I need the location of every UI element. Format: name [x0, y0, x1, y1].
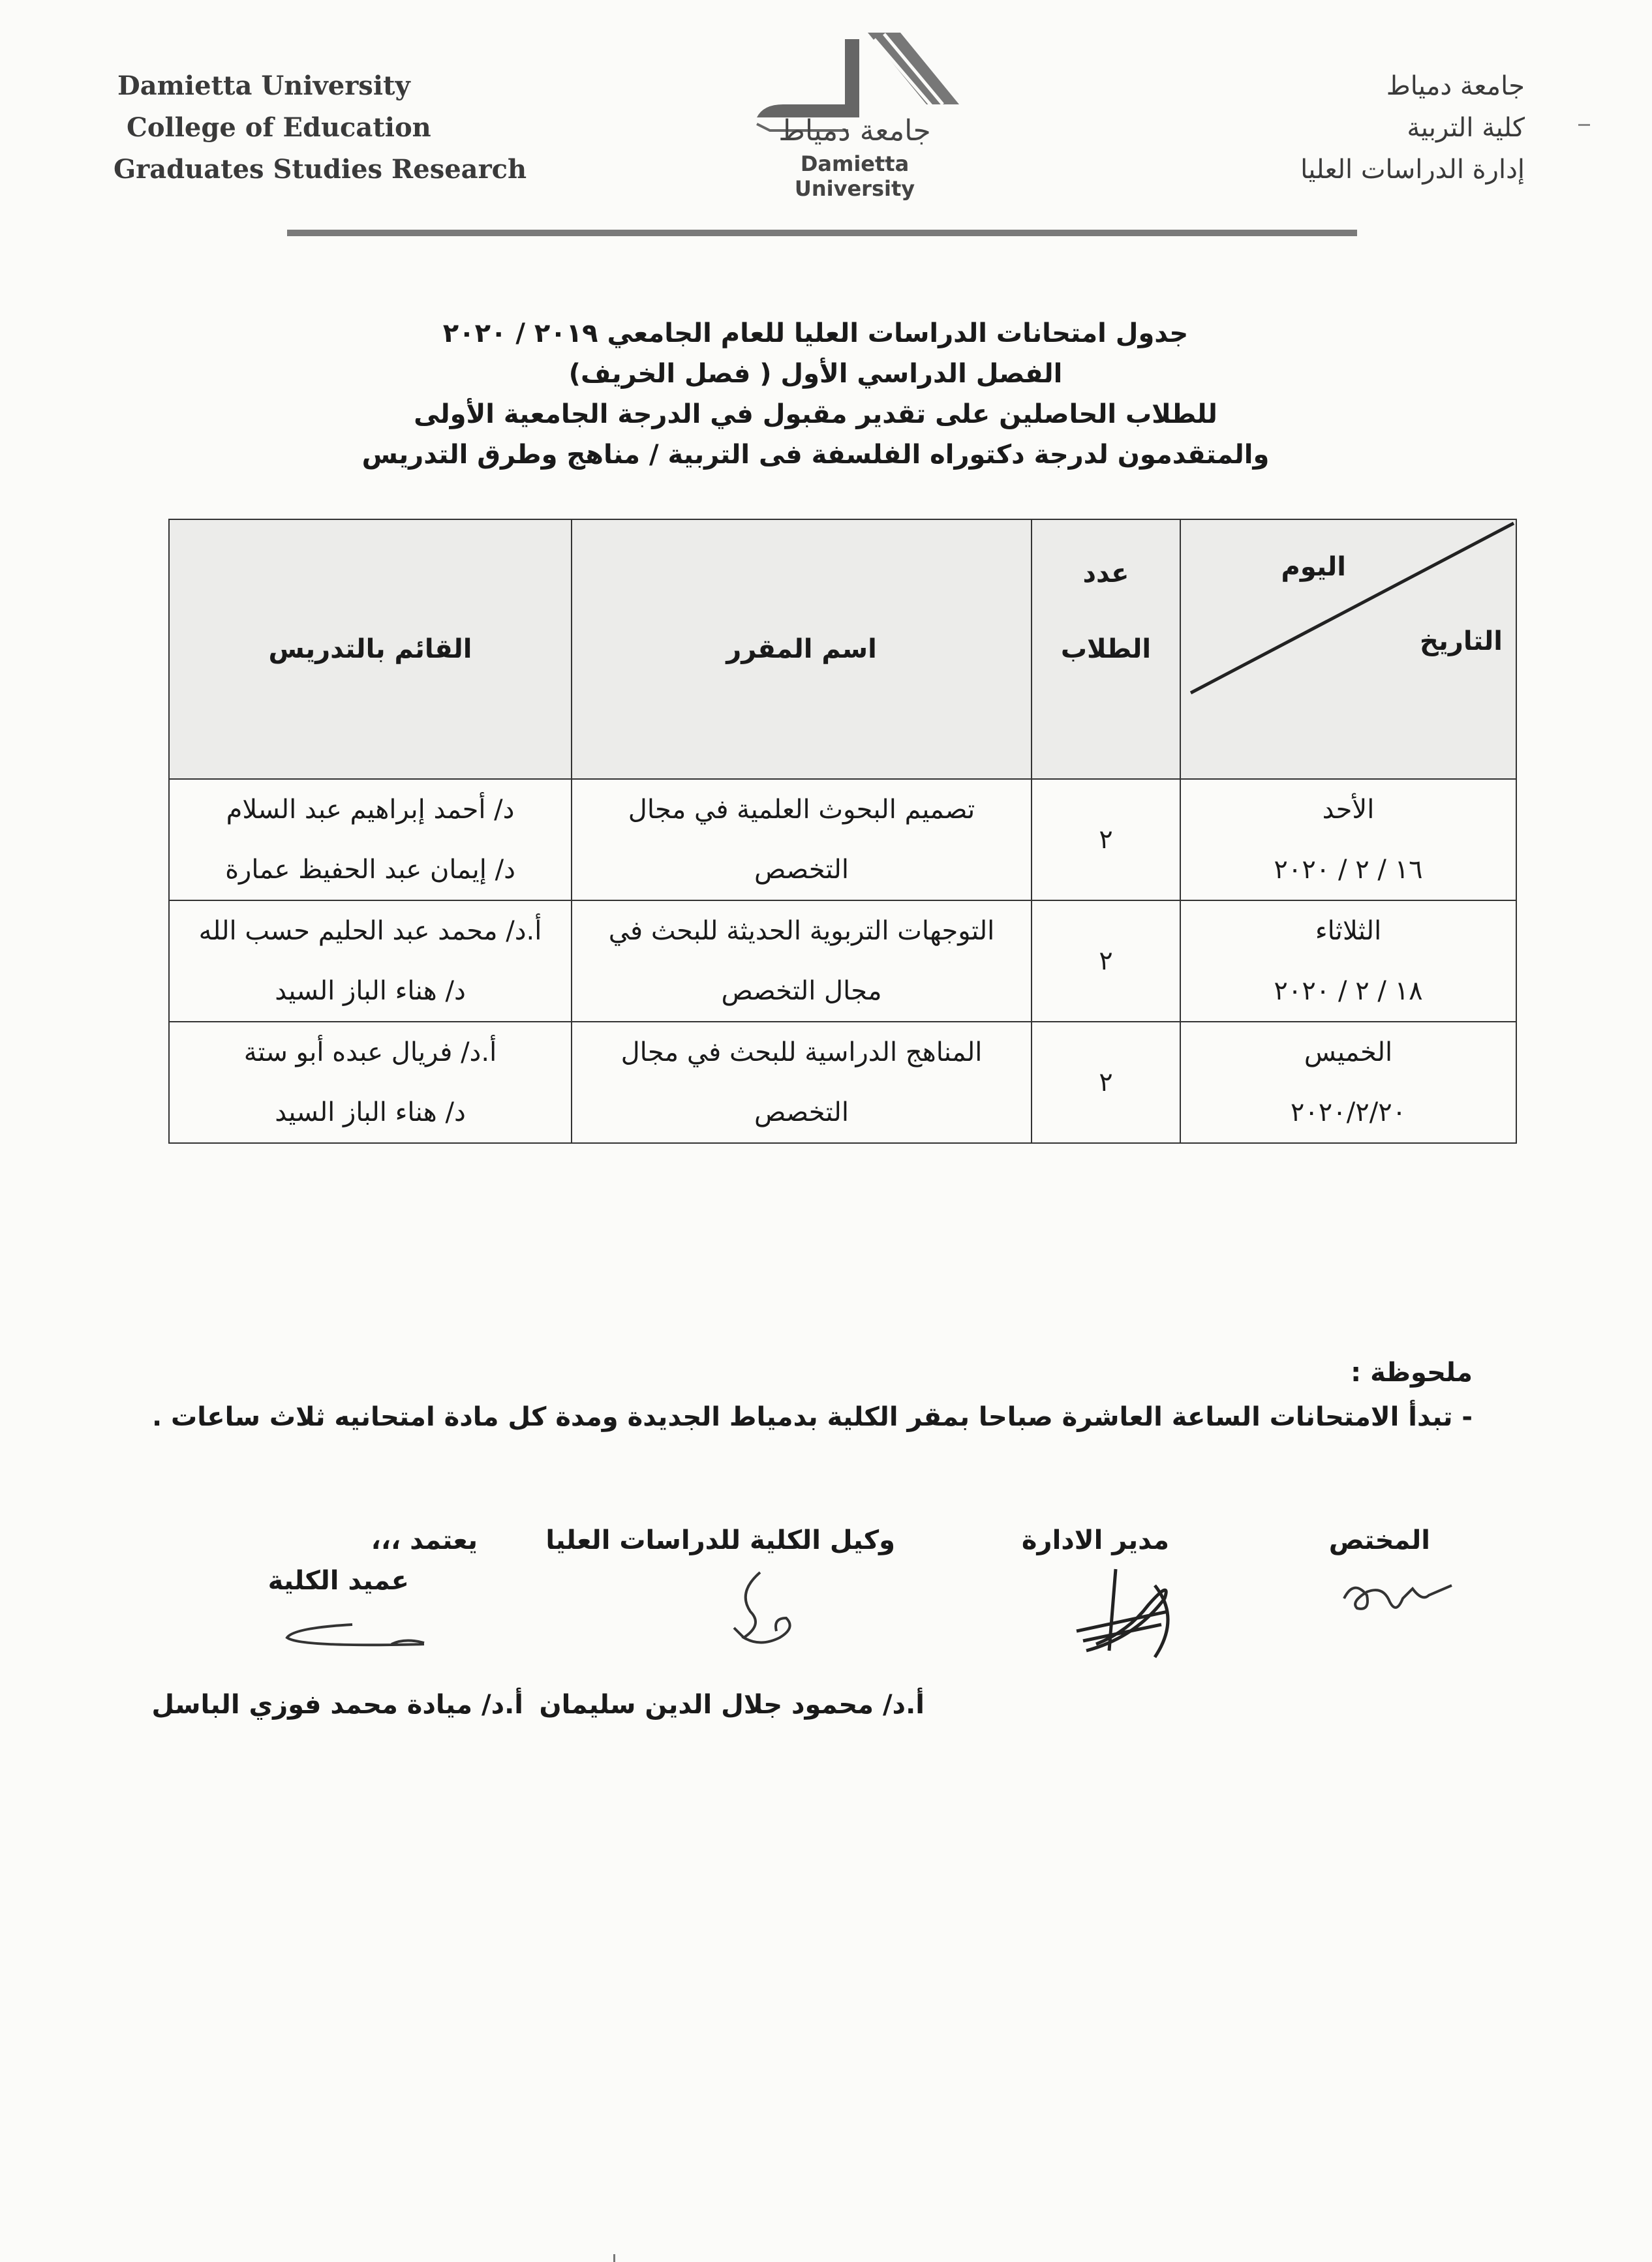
- day-value: الخميس: [1304, 1037, 1393, 1067]
- course-cell: [572, 900, 1032, 1022]
- specialist-signature-icon: [1331, 1566, 1461, 1625]
- course-header: اسم المقرر: [572, 519, 1032, 779]
- college-name-ar: كلية التربية: [1407, 113, 1525, 143]
- instructor-header: القائم بالتدريس: [169, 519, 572, 779]
- dean-approve: يعتمد ،،،: [371, 1525, 478, 1555]
- table-row: [169, 779, 1516, 900]
- count-cell: ٢: [1032, 1022, 1180, 1143]
- instructor-line1: أ.د/ فريال عبده أبو ستة: [243, 1037, 497, 1067]
- title-line-1: جدول امتحانات الدراسات العليا للعام الجامعي ٢٠١٩ / ٢٠٢٠: [442, 318, 1189, 348]
- title-line-3: للطلاب الحاصلين على تقدير مقبول في الدرجة الجامعية الأولى: [414, 399, 1217, 429]
- table-header-row: [169, 519, 1516, 779]
- course-line1: التوجهات التربوية الحديثة للبحث في: [608, 916, 995, 946]
- college-name-en: College of Education: [127, 112, 431, 143]
- scan-edge-mark: [613, 2254, 615, 2262]
- course-line2: مجال التخصص: [721, 976, 882, 1006]
- day-date-header: [1180, 519, 1516, 779]
- count-cell: ٢: [1032, 779, 1180, 900]
- count-header-line1: عدد: [1082, 558, 1129, 588]
- course-line2: التخصص: [754, 855, 849, 885]
- margin-mark: [1578, 124, 1590, 126]
- university-name-en: Damietta University: [117, 70, 410, 101]
- date-value: ١٦ / ٢ / ٢٠٢٠: [1274, 855, 1423, 885]
- instructor-line2: د/ هناء الباز السيد: [275, 976, 466, 1006]
- course-cell: [572, 779, 1032, 900]
- english-header: [114, 65, 527, 191]
- day-header: اليوم: [1281, 552, 1346, 582]
- notes-title: ملحوظة :: [1351, 1358, 1473, 1388]
- table-row: [169, 900, 1516, 1022]
- dean-title: عميد الكلية: [268, 1566, 409, 1596]
- department-name-ar: إدارة الدراسات العليا: [1300, 155, 1525, 185]
- count-header: [1032, 519, 1180, 779]
- header-divider: [287, 230, 1357, 236]
- instructor-cell: [169, 1022, 572, 1143]
- day-value: الأحد: [1322, 795, 1375, 825]
- instructor-cell: [169, 779, 572, 900]
- instructor-line2: د/ إيمان عبد الحفيظ عمارة: [225, 855, 515, 885]
- logo-english-text: Damietta University: [794, 151, 915, 201]
- day-date-cell: [1180, 779, 1516, 900]
- date-header: التاريخ: [1420, 626, 1503, 656]
- dean-signature-icon: [274, 1612, 437, 1670]
- document-titles: [196, 313, 1435, 475]
- instructor-line1: د/ أحمد إبراهيم عبد السلام: [226, 795, 515, 825]
- date-value: ٢٠٢٠/٢/٢٠: [1290, 1097, 1407, 1127]
- instructor-cell: [169, 900, 572, 1022]
- director-signature-icon: [1057, 1559, 1187, 1670]
- vice-dean-signature-icon: [724, 1566, 816, 1657]
- count-header-line2: الطلاب: [1060, 634, 1152, 664]
- table-row: [169, 1022, 1516, 1143]
- director-title: مدير الادارة: [1021, 1525, 1169, 1555]
- count-cell: ٢: [1032, 900, 1180, 1022]
- vice-dean-name: أ.د/ محمود جلال الدين سليمان: [539, 1690, 925, 1720]
- notes-text: - تبدأ الامتحانات الساعة العاشرة صباحا بمقر الكلية بدمياط الجديدة ومدة كل مادة امتحانيه ثلاث ساعات .: [151, 1402, 1473, 1432]
- day-value: الثلاثاء: [1315, 916, 1382, 946]
- day-date-cell: [1180, 900, 1516, 1022]
- notes-section: [152, 1351, 1473, 1439]
- course-line2: التخصص: [754, 1097, 849, 1127]
- vice-dean-title: وكيل الكلية للدراسات العليا: [545, 1525, 895, 1555]
- course-line1: المناهج الدراسية للبحث في مجال: [620, 1037, 983, 1067]
- course-cell: [572, 1022, 1032, 1143]
- course-line1: تصميم البحوث العلمية في مجال: [628, 795, 975, 825]
- exam-schedule-table: [168, 519, 1517, 1144]
- university-name-ar: جامعة دمياط: [1386, 71, 1525, 101]
- instructor-line1: أ.د/ محمد عبد الحليم حسب الله: [198, 916, 542, 946]
- department-name-en: Graduates Studies Research: [114, 154, 527, 185]
- arabic-header: [1300, 65, 1525, 191]
- title-line-2: الفصل الدراسي الأول ( فصل الخريف): [568, 359, 1063, 389]
- date-value: ١٨ / ٢ / ٢٠٢٠: [1274, 976, 1423, 1006]
- day-date-cell: [1180, 1022, 1516, 1143]
- logo-arabic-text: جامعة دمياط: [778, 114, 931, 147]
- specialist-title: المختص: [1328, 1525, 1430, 1555]
- dean-name: أ.د/ ميادة محمد فوزي الباسل: [151, 1690, 523, 1720]
- title-line-4: والمتقدمون لدرجة دكتوراه الفلسفة فى التربية / مناهج وطرق التدريس: [361, 440, 1270, 470]
- instructor-line2: د/ هناء الباز السيد: [275, 1097, 466, 1127]
